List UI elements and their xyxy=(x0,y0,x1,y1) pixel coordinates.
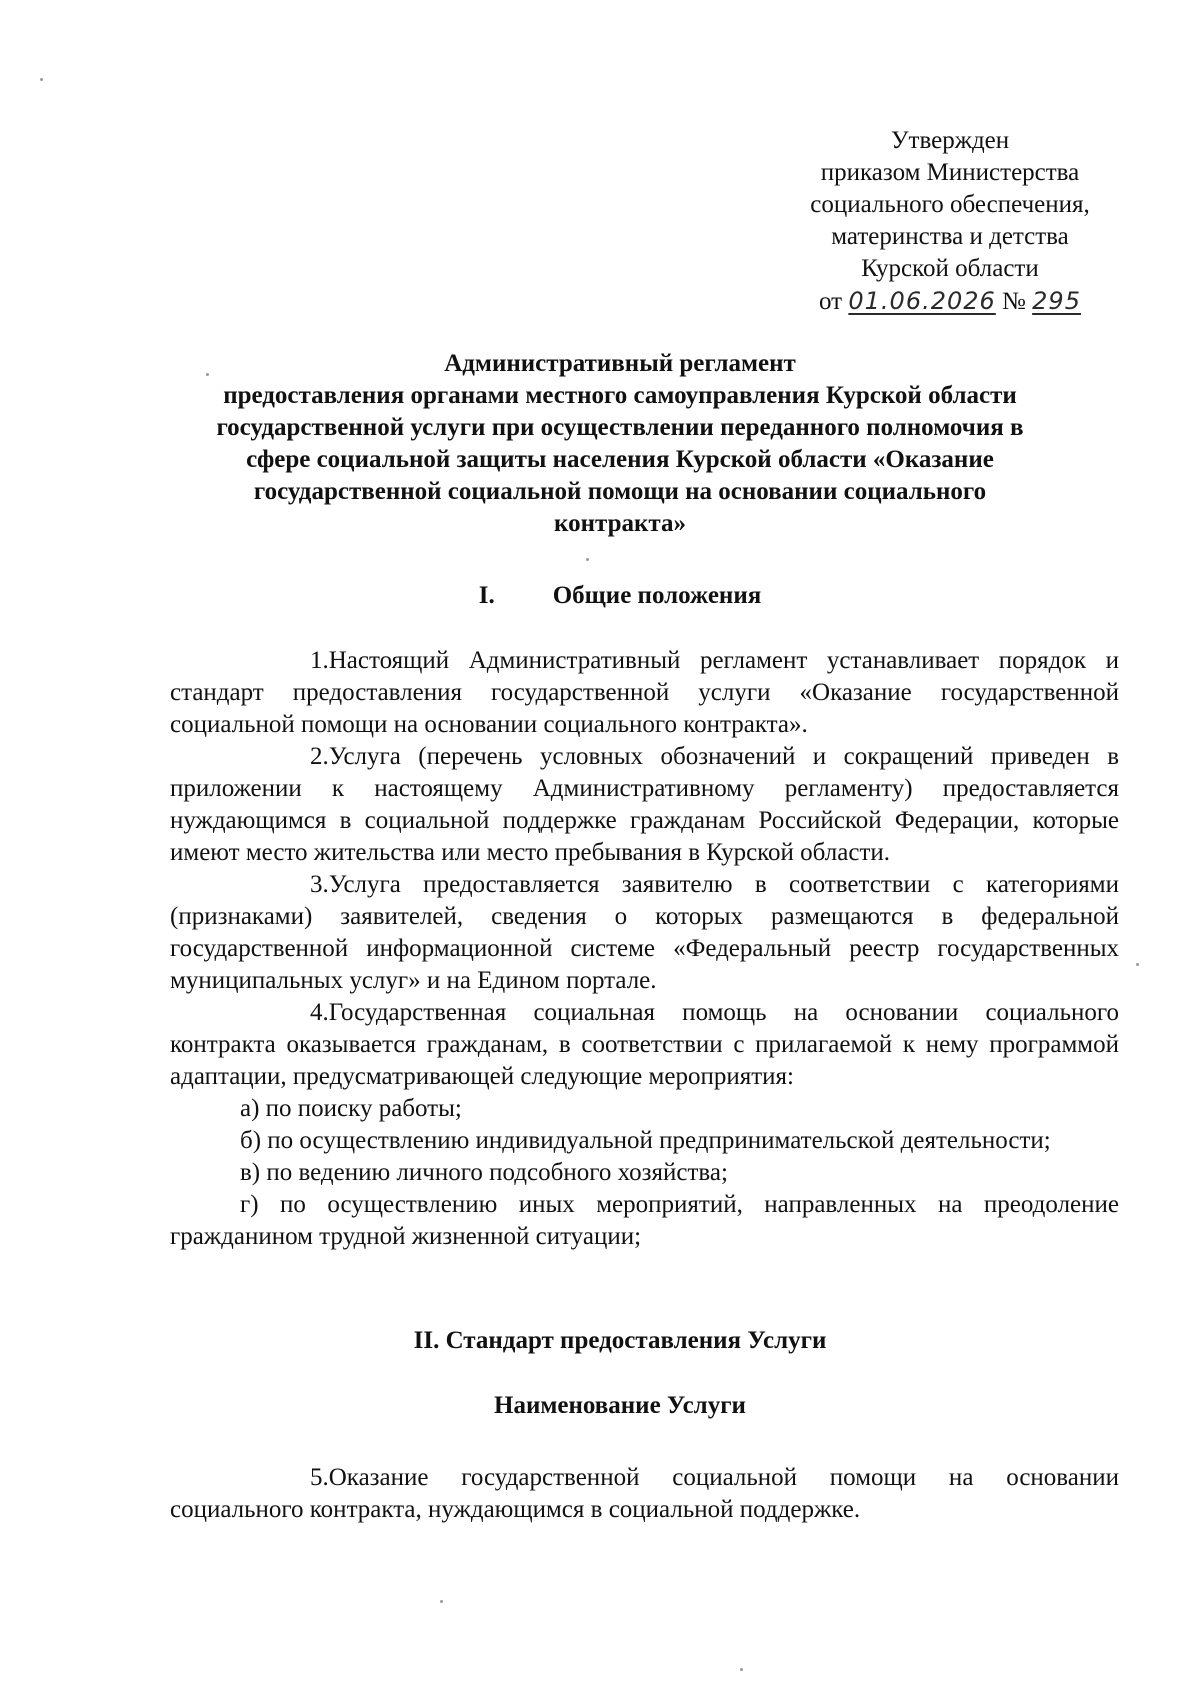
approval-line: Утвержден xyxy=(890,127,1010,154)
scan-speck xyxy=(586,558,589,561)
scan-speck xyxy=(40,78,43,81)
handwritten-number: 295 xyxy=(1032,287,1081,315)
section-2-heading: II. Стандарт предоставления Услуги xyxy=(413,1327,827,1354)
list-item-b: б) по осуществлению индивидуальной предпринимательской деятельности; xyxy=(240,1127,1051,1154)
list-item-a: а) по поиску работы; xyxy=(240,1095,462,1122)
paragraph-text: Услуга (перечень условных обозначений и сокращений приведен в приложении к настоящему Административному регламенту) предоставляется нуждающимся в социальной поддержке гражданам Российской Федерации, которые имеют место жительства или место пребывания в Курской области. xyxy=(170,743,1119,866)
approval-date-line xyxy=(760,285,1140,318)
section-2-body xyxy=(170,1462,1119,1526)
approval-line: Курской области xyxy=(861,255,1039,282)
document-title xyxy=(160,348,1080,540)
section-1-roman: I. xyxy=(478,582,495,609)
approval-line: материнства и детства xyxy=(831,223,1069,250)
paragraph-text: Настоящий Административный регламент устанавливает порядок и стандарт предоставления государственной услуги «Оказание государственной социальной помощи на основании социального контракта». xyxy=(170,647,1119,738)
scan-speck xyxy=(740,1668,743,1671)
title-line: государственной услуги при осуществлении переданного полномочия в xyxy=(216,414,1024,441)
number-prefix: № xyxy=(1002,288,1026,315)
approval-line: приказом Министерства xyxy=(820,159,1080,186)
title-line: контракта» xyxy=(554,510,686,537)
paragraph-number: 3. xyxy=(310,871,329,898)
paragraph-4 xyxy=(170,997,1119,1093)
list-item-c: в) по ведению личного подсобного хозяйства; xyxy=(240,1159,728,1186)
paragraph-5 xyxy=(170,1462,1119,1526)
approval-line: социального обеспечения, xyxy=(810,191,1090,218)
paragraph-number: 4. xyxy=(310,999,329,1026)
scan-speck xyxy=(206,373,209,376)
paragraph-1 xyxy=(170,645,1119,741)
paragraph-text: Государственная социальная помощь на основании социального контракта оказывается гражданам, в соответствии с прилагаемой к нему программой адаптации, предусматривающей следующие мероприятия: xyxy=(170,999,1119,1090)
scan-speck xyxy=(440,1600,443,1603)
paragraph-text: Оказание государственной социальной помощи на основании социального контракта, нуждающимся в социальной поддержке. xyxy=(170,1464,1119,1523)
scan-speck xyxy=(1136,963,1139,966)
paragraph-number: 1. xyxy=(310,647,329,674)
title-line: предоставления органами местного самоуправления Курской области xyxy=(223,382,1017,409)
section-1-body xyxy=(170,645,1119,1253)
handwritten-date: 01.06.2026 xyxy=(848,287,996,315)
paragraph-2 xyxy=(170,741,1119,869)
section-1-title: Общие положения xyxy=(552,582,762,609)
paragraph-number: 2. xyxy=(310,743,329,770)
section-2-subheading: Наименование Услуги xyxy=(494,1392,746,1419)
paragraph-3 xyxy=(170,869,1119,997)
date-prefix: от xyxy=(819,288,843,315)
section-1-heading xyxy=(160,580,1080,612)
paragraph-number: 5. xyxy=(310,1464,329,1491)
title-line: Административный регламент xyxy=(444,350,796,377)
title-line: государственной социальной помощи на основании социального xyxy=(253,478,987,505)
list-item-d: г) по осуществлению иных мероприятий, направленных на преодоление гражданином трудной жизненной ситуации; xyxy=(170,1191,1119,1250)
approval-block xyxy=(760,125,1140,318)
title-line: сфере социальной защиты населения Курской области «Оказание xyxy=(246,446,994,473)
paragraph-text: Услуга предоставляется заявителю в соответствии с категориями (признаками) заявителей, сведения о которых размещаются в федеральной государственной информационной системе «Федеральный реестр государственных муниципальных услуг» и на Едином портале. xyxy=(170,871,1119,994)
